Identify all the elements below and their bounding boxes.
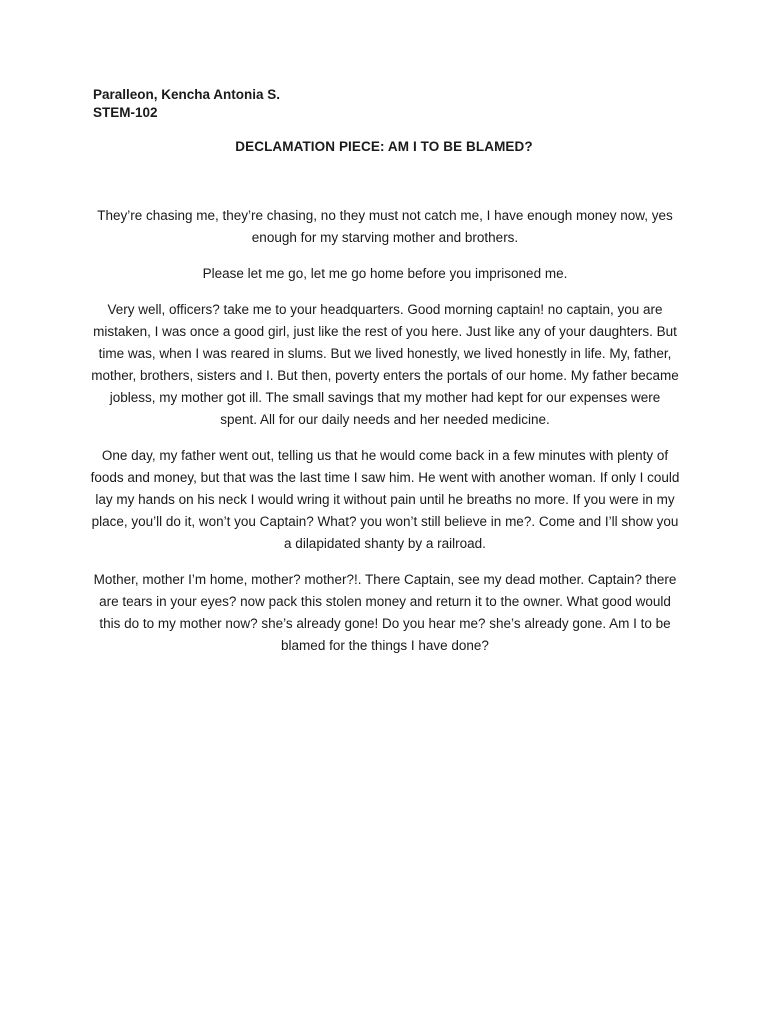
- author-name: Paralleon, Kencha Antonia S.: [93, 87, 281, 102]
- class-section: STEM-102: [93, 105, 158, 120]
- document-title: DECLAMATION PIECE: AM I TO BE BLAMED?: [235, 139, 533, 154]
- paragraph: Please let me go, let me go home before you imprisoned me.: [202, 266, 568, 281]
- paragraph: They’re chasing me, they’re chasing, no they must not catch me, I have enough money now, yes enough for my starving mother and brothers.: [97, 208, 673, 245]
- paragraph: Very well, officers? take me to your headquarters. Good morning captain! no captain, you are mistaken, I was once a good girl, just like the rest of you here. Just like any of your daughters. But time was, when I was reared in slums. But we lived honestly, we lived honestly in life. My, father, mother, brothers, sisters and I. But then, poverty enters the portals of our home. My father became jobless, my mother got ill. The small savings that my mother had kept for our expenses were spent. All for our daily needs and her needed medicine.: [91, 302, 679, 427]
- paragraph: One day, my father went out, telling us that he would come back in a few minutes with plenty of foods and money, but that was the last time I saw him. He went with another woman. If only I could lay my hands on his neck I would wring it without pain until he breaths no more. If you were in my place, you’ll do it, won’t you Captain? What? you won’t still believe in me?. Come and I’ll show you a dilapidated shanty by a railroad.: [90, 448, 680, 551]
- paragraph: Mother, mother I’m home, mother? mother?!. There Captain, see my dead mother. Captain? there are tears in your eyes? now pack this stolen money and return it to the owner. What good would this do to my mother now? she’s already gone! Do you hear me? she’s already gone. Am I to be blamed for the things I have done?: [93, 572, 677, 653]
- document-header: [93, 86, 280, 122]
- declamation-body: [90, 205, 680, 671]
